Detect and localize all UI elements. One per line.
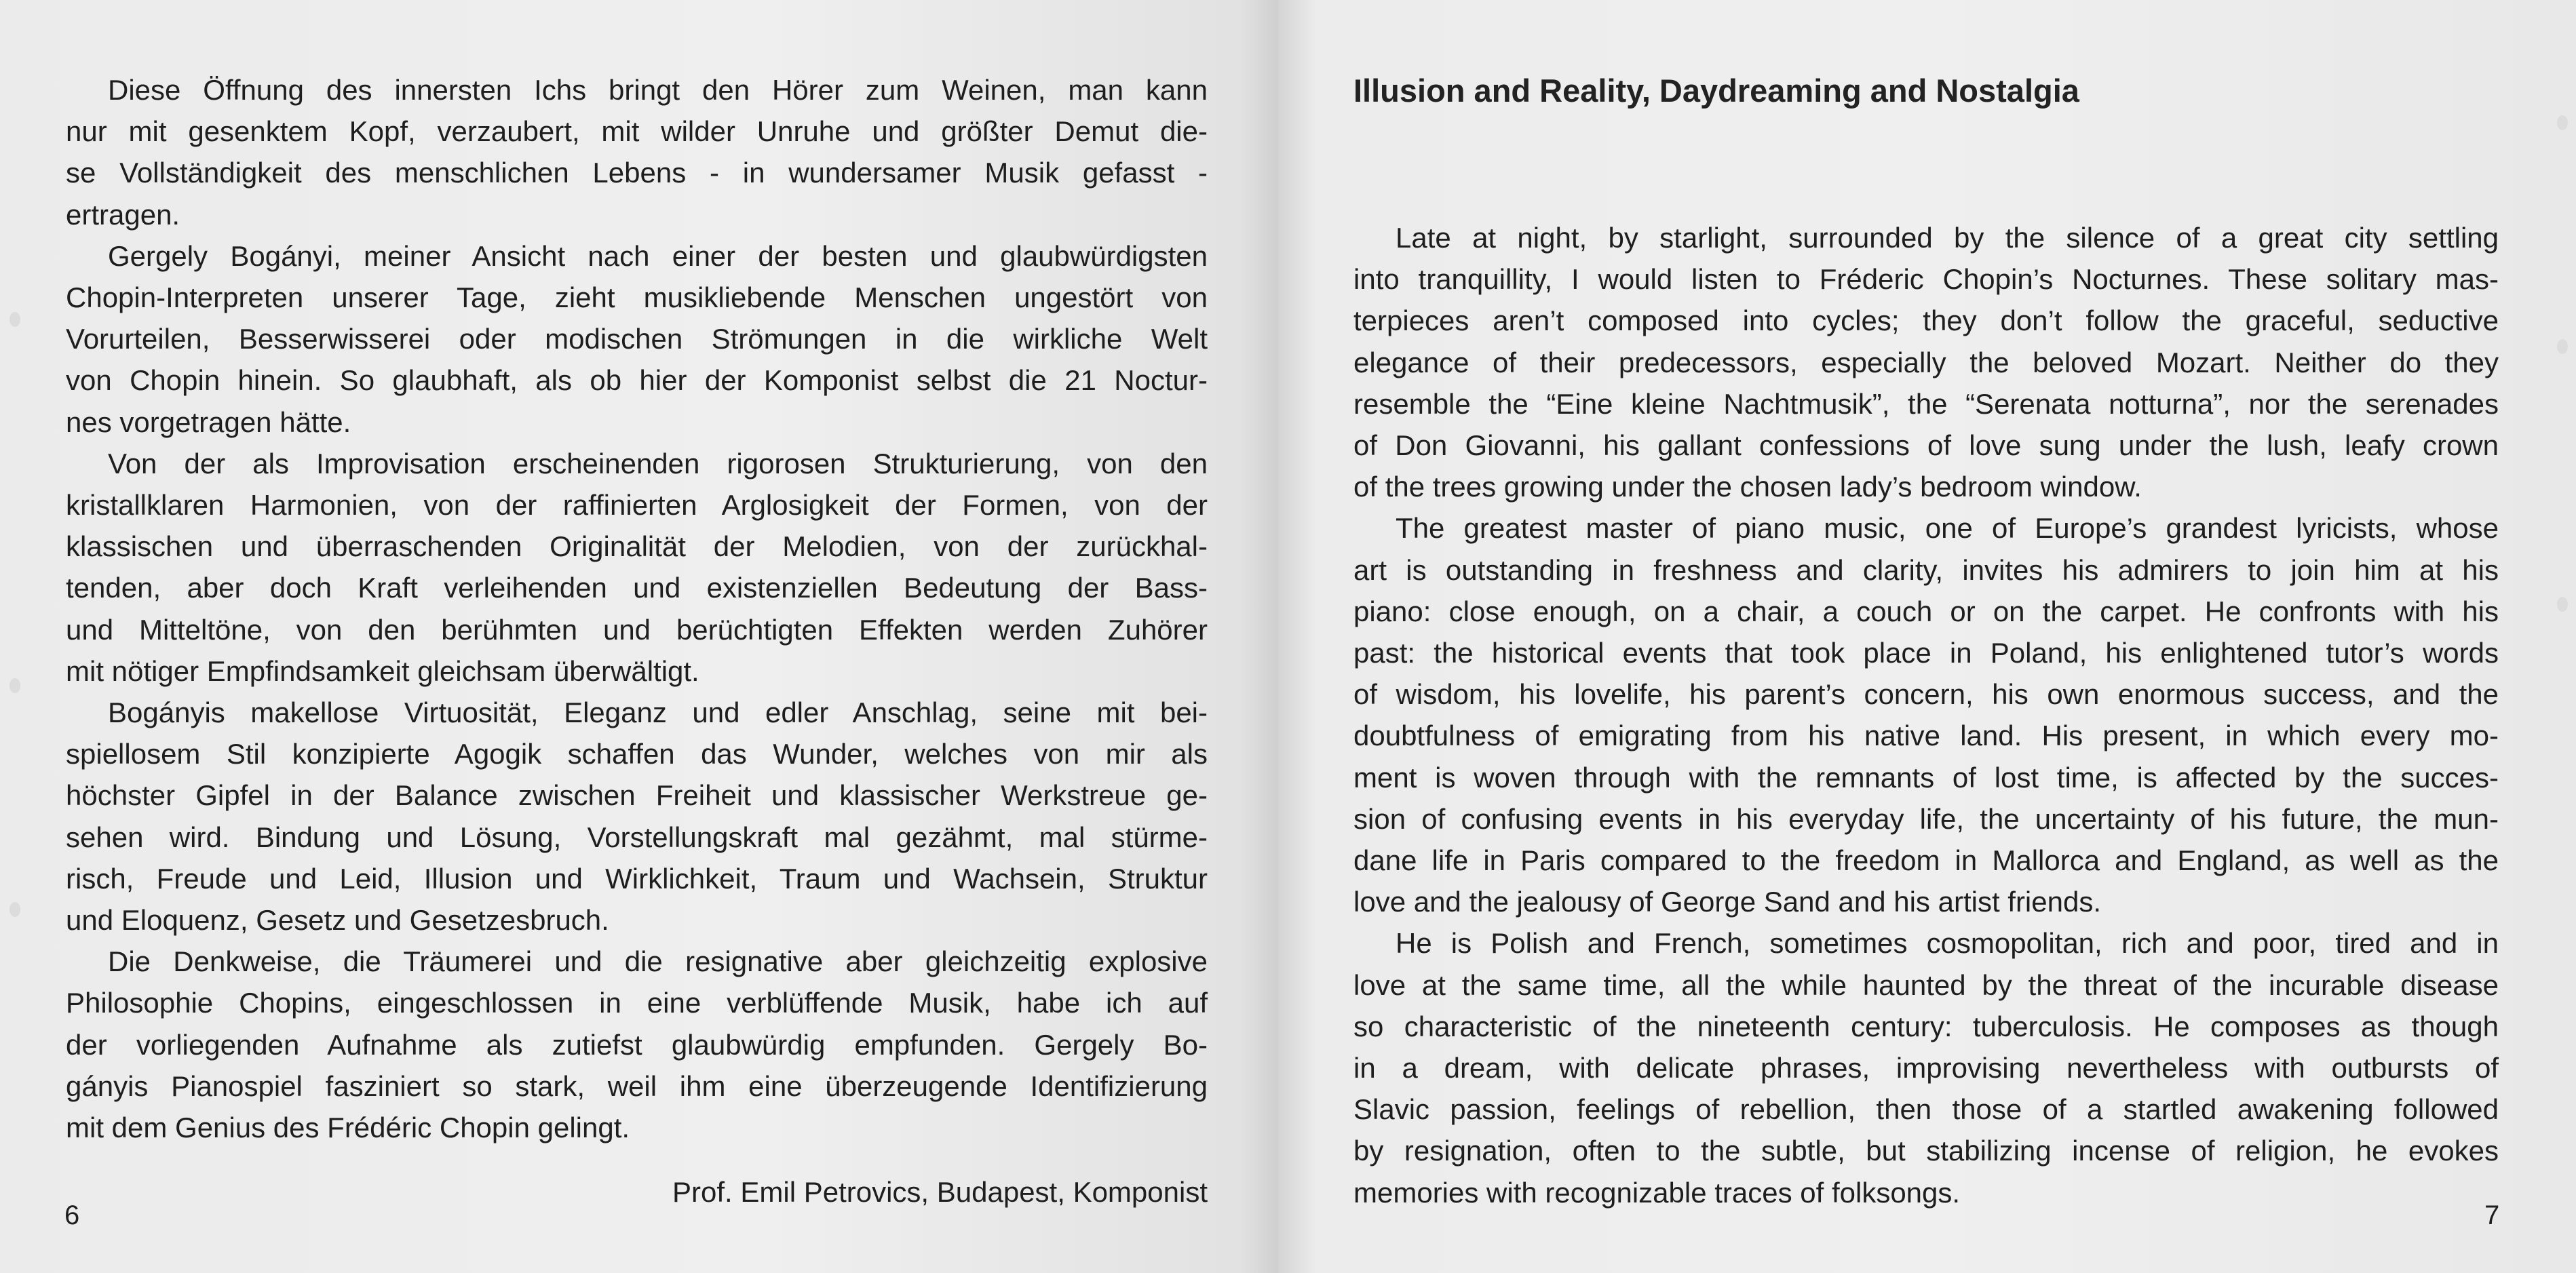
text-line: Die Denkweise, die Träumerei und die resignative aber gleichzeitig explosive [108, 945, 1208, 978]
text-line: piano: close enough, on a chair, a couch or on the carpet. He confronts with his [1353, 595, 2499, 627]
left-body-text [66, 69, 1208, 1148]
text-line: nes vorgetragen hätte. [66, 406, 351, 438]
text-line: spiellosem Stil konzipierte Agogik schaffen das Wunder, welches von mir als [66, 738, 1208, 770]
text-line: terpieces aren’t composed into cycles; they don’t follow the graceful, seductive [1353, 305, 2499, 337]
text-line: resemble the “Eine kleine Nachtmusik”, the “Serenata notturna”, nor the serenades [1353, 387, 2499, 420]
text-line: mit dem Genius des Frédéric Chopin gelingt. [66, 1112, 630, 1144]
background-dot [2557, 339, 2568, 354]
paragraph [66, 235, 1208, 443]
paragraph [1353, 507, 2499, 922]
section-heading: Illusion and Reality, Daydreaming and Nostalgia [1353, 73, 2079, 109]
page-number-right: 7 [2484, 1200, 2500, 1230]
text-line: Vorurteilen, Besserwisserei oder modischen Strömungen in die wirkliche Welt [66, 323, 1208, 355]
text-line: into tranquillity, I would listen to Fréderic Chopin’s Nocturnes. These solitary mas- [1353, 263, 2499, 296]
text-line: Chopin-Interpreten unserer Tage, zieht musikliebende Menschen ungestört von [66, 281, 1208, 314]
paragraph [66, 443, 1208, 692]
background-dot [9, 678, 20, 693]
text-line: Diese Öffnung des innersten Ichs bringt den Hörer zum Weinen, man kann [108, 74, 1208, 106]
text-line: mit nötiger Empfindsamkeit gleichsam überwältigt. [66, 654, 699, 687]
text-line: risch, Freude und Leid, Illusion und Wirklichkeit, Traum und Wachsein, Struktur [66, 862, 1208, 895]
text-line: in a dream, with delicate phrases, improvising nevertheless with outbursts of [1353, 1052, 2499, 1084]
text-line: ertragen. [66, 198, 180, 231]
text-line: Philosophie Chopins, eingeschlossen in eine verblüffende Musik, habe ich auf [66, 987, 1208, 1019]
text-line: of wisdom, his lovelife, his parent’s concern, his own enormous success, and the [1353, 678, 2499, 711]
text-line: kristallklaren Harmonien, von der raffinierten Arglosigkeit der Formen, von der [66, 489, 1208, 522]
text-line: past: the historical events that took place in Poland, his enlightened tutor’s words [1353, 637, 2499, 669]
background-dot [9, 312, 20, 327]
paragraph [66, 69, 1208, 235]
right-body-text [1353, 217, 2499, 1213]
text-line: He is Polish and French, sometimes cosmopolitan, rich and poor, tired and in [1396, 927, 2499, 960]
text-line: höchster Gipfel in der Balance zwischen Freiheit und klassischer Werkstreue ge- [66, 779, 1208, 812]
paragraph [1353, 217, 2499, 507]
text-line: Von der als Improvisation erscheinenden rigorosen Strukturierung, von den [108, 447, 1208, 479]
text-line: und Eloquenz, Gesetz und Gesetzesbruch. [66, 904, 609, 937]
text-line: von Chopin hinein. So glaubhaft, als ob hier der Komponist selbst die 21 Noctur- [66, 364, 1208, 397]
text-line: memories with recognizable traces of folksongs. [1353, 1176, 1961, 1209]
text-line: klassischen und überraschenden Originalität der Melodien, von der zurückhal- [66, 530, 1208, 563]
text-line: ment is woven through with the remnants of lost time, is affected by the succes- [1353, 761, 2499, 794]
text-line: art is outstanding in freshness and clarity, invites his admirers to join him at his [1353, 553, 2499, 586]
background-dot [2557, 115, 2568, 130]
text-line: of the trees growing under the chosen lady’s bedroom window. [1353, 471, 2142, 503]
text-line: by resignation, often to the subtle, but stabilizing incense of religion, he evokes [1353, 1135, 2499, 1167]
text-line: gányis Pianospiel fasziniert so stark, weil ihm eine überzeugende Identifizierung [66, 1070, 1208, 1102]
text-line: nur mit gesenktem Kopf, verzaubert, mit wilder Unruhe und größter Demut die- [66, 115, 1208, 148]
background-dot [2557, 597, 2568, 612]
text-line: love and the jealousy of George Sand and his artist friends. [1353, 886, 2102, 918]
text-line: elegance of their predecessors, especially the beloved Mozart. Neither do they [1353, 346, 2499, 378]
background-dot [9, 902, 20, 917]
paragraph [66, 692, 1208, 941]
text-line: und Mitteltöne, von den berühmten und berüchtigten Effekten werden Zuhörer [66, 613, 1208, 646]
text-line: so characteristic of the nineteenth century: tuberculosis. He composes as though [1353, 1010, 2499, 1042]
page-number-left: 6 [64, 1200, 80, 1230]
text-line: der vorliegenden Aufnahme als zutiefst glaubwürdig empfunden. Gergely Bo- [66, 1028, 1208, 1061]
text-line: The greatest master of piano music, one of Europe’s grandest lyricists, whose [1396, 512, 2499, 545]
text-line: se Vollständigkeit des menschlichen Lebens - in wundersamer Musik gefasst - [66, 157, 1208, 189]
text-line: Gergely Bogányi, meiner Ansicht nach einer der besten und glaubwürdigsten [108, 239, 1208, 272]
text-line: Bogányis makellose Virtuosität, Eleganz und edler Anschlag, seine mit bei- [108, 697, 1208, 729]
text-line: dane life in Paris compared to the freedom in Mallorca and England, as well as the [1353, 844, 2499, 877]
text-line: Slavic passion, feelings of rebellion, then those of a startled awakening followed [1353, 1093, 2499, 1126]
paragraph [66, 941, 1208, 1148]
text-line: tenden, aber doch Kraft verleihenden und existenziellen Bedeutung der Bass- [66, 572, 1208, 604]
text-line: doubtfulness of emigrating from his native land. His present, in which every mo- [1353, 720, 2499, 752]
text-line: Late at night, by starlight, surrounded by the silence of a great city settling [1396, 222, 2499, 254]
paragraph [1353, 922, 2499, 1213]
text-line: sehen wird. Bindung und Lösung, Vorstellungskraft mal gezähmt, mal stürme- [66, 821, 1208, 853]
text-line: love at the same time, all the while haunted by the threat of the incurable disease [1353, 968, 2499, 1001]
text-line: of Don Giovanni, his gallant confessions of love sung under the lush, leafy crown [1353, 429, 2499, 462]
author-signature: Prof. Emil Petrovics, Budapest, Komponist [672, 1176, 1208, 1208]
text-line: sion of confusing events in his everyday life, the uncertainty of his future, the mun- [1353, 802, 2499, 835]
